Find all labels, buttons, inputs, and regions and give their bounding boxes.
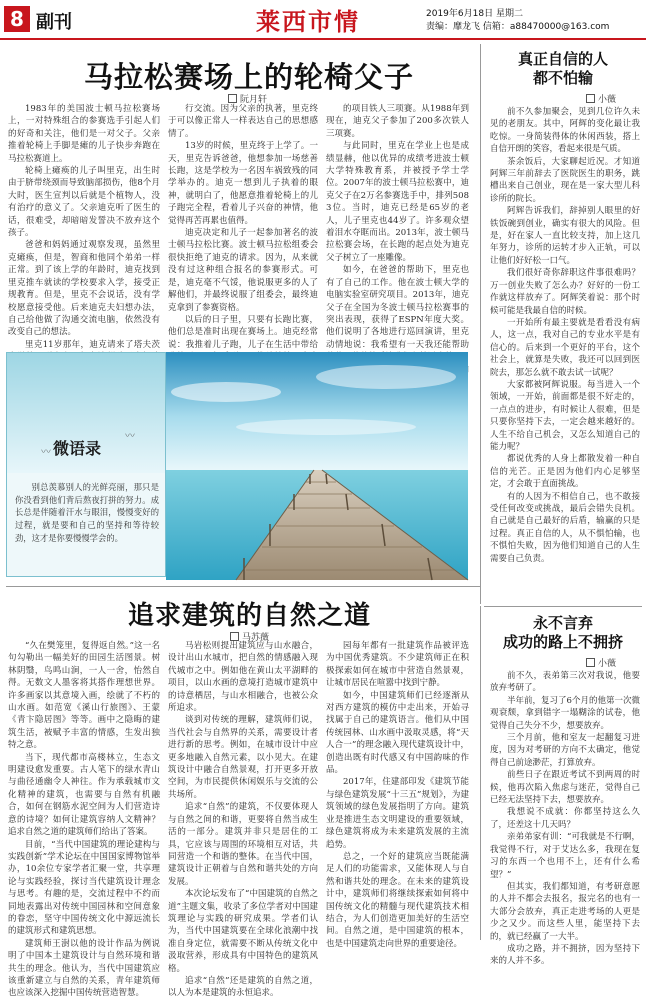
- article-title-architecture: 追求建筑的自然之道: [128, 601, 372, 631]
- paragraph: 1983年的美国波士顿马拉松赛场上，一对特殊组合的参赛选手引起人们的好奇和关注，他们是一对父子。父亲推着轮椅上手脚是瘫的儿子快步奔跑在马拉松赛道上。: [8, 104, 160, 164]
- sidebar-title-line: 真正自信的人: [517, 50, 608, 68]
- paragraph: 我们很好奇你辞职这件事很难吗？万一创业失败了怎么办？好好的一份工作就这样放弃了。阿辉笑着说：那个时候可能是我最自信的时候。: [490, 268, 640, 316]
- paragraph: 当下，现代都市高楼林立，生态文明建设愈发重要。古人笔下的绿水青山与曲径通幽令人神往。作为承载城市文化精神的建筑，也需要与自然有机融合，如何在钢筋水泥空间为人们营造诗意的诗境？如何让建筑容纳人文精神？追求自然之道的建筑师们给出了答案。: [8, 752, 160, 838]
- sidebar-title-line: 永不言弃: [532, 614, 593, 632]
- article-byline: 阮月轩: [228, 92, 267, 105]
- bird-icon: 〰: [125, 431, 135, 442]
- sidebar-body: [490, 670, 640, 967]
- paragraph: 13岁的时候，里克终于上学了。一天，里克告诉爸爸，他想参加一场慈善长跑，这是学校为一名因车祸致残的同学举办的。迪克一想到儿子执着的眼神，就明白了，他愿意推着轮椅上的儿子跑完全程，看着儿子兴奋的神情，他觉得再苦再累也值得。: [168, 141, 318, 226]
- sidebar-divider: [484, 606, 642, 607]
- paragraph: 我想说不成就：你都坚持这么久了，还差这十几天吗？: [490, 807, 640, 830]
- editor-info: 责编：靡龙飞 信箱：a88470000@163.com: [426, 22, 610, 32]
- article-byline: 马苏薇: [230, 630, 269, 643]
- sidebar-body: [490, 106, 640, 590]
- paragraph: 前些日子在跟近考试不到两周的时候，他再次陷入焦虑与迷茫，觉得自己已经无法坚持下去，想要放弃。: [490, 770, 640, 806]
- page-number: 8: [4, 6, 30, 32]
- article-column-2: [168, 640, 318, 999]
- paragraph: 建筑师王澍以他的设计作品为例说明了中国本土建筑设计与自然环境和谐共生的理念。他认为，当代中国建筑应该重新建立与自然的关系，青年建筑师也应该深入挖掘中国传统营造智慧。: [8, 938, 160, 999]
- paragraph: 一开始所有最主要就是看看没有病人，这一点，我对自己的专业水平是有信心的。后来到一个更好的平台，这个社会上，就算是失败，我还可以回到医院去，那怎么就不敢去试一试呢？: [490, 317, 640, 378]
- quote-box-label: 微语录: [53, 439, 102, 458]
- paragraph: 有的人因为不相信自己，也不敢接受任何改变或挑战，最后会错失良机。自己就是自己最好的后盾，输赢的只是过程。真正自信的人，从不惧怕输，也不惧怕失败，因为他们知道自己的人生需要自己负责。: [490, 491, 640, 564]
- paragraph: 本次论坛发布了“中国建筑的自然之道”主题文集，收录了多位学者对中国建筑理论与实践的研究成果。学者们认为，当代中国建筑要在全球化浪潮中找准自身定位，就需要不断从传统文化中汲取营养，形成具有中国特色的建筑风格。: [168, 889, 318, 974]
- paragraph: 如今，在爸爸的帮助下，里克也有了自己的工作。他在波士顿大学的电脑实验室研究项目。2013年，迪克父子在全国为冬波士顿马拉松赛事的突出表现，获得了ESPN年度大奖。他们说明了各地进行巡回演讲，里克动情地说：我希望有一天我还能帮助: [326, 265, 469, 350]
- pier-photo: [166, 352, 468, 580]
- article-column-1: [8, 640, 160, 999]
- paragraph: 追求“自然”的建筑，不仅要体现人与自然之间的和谐，更要将自然当成生活的一部分。建筑并非只是居住的工具，它应该与周围的环境相互对话，共同营造一个和谐的整体。在当代中国，建筑设计正朝着与自然和谐共处的方向发展。: [168, 802, 318, 887]
- paragraph: 园每年都有一批建筑作品被评选为中国优秀建筑。不少建筑师正在积极探索如何在城市中营造自然景观，让城市居民在喧嚣中找到宁静。: [326, 641, 469, 689]
- page-header: [0, 0, 646, 40]
- section-divider: [6, 586, 480, 587]
- pier-illustration: [166, 352, 468, 580]
- paragraph: 大家都被阿辉说服。每当进入一个领域，一开始，前面都是很不好走的，一点点的进步，有时候让人很难，但是只要你坚持下去，一定会越来越好的。人生不给自己机会，又怎么知道自己的能力呢？: [490, 379, 640, 452]
- paragraph: 与此同时，里克在学业上也是成绩显赫，他以优异的成绩考进波士顿大学特殊教育系，并被授予学士学位。2007年的波士顿马拉松赛中，迪克父子在2万名参赛选手中，排列5083位。当时，迪克已经是65岁的老人，儿子里克也44岁了。许多观众望着泪水夺眶而出。2013年，波士顿马拉松赛会场，在长跑的起点处为迪克父子树立了一座雕像。: [326, 141, 469, 263]
- paragraph: 前不久参加聚会，见到几位许久未见的老朋友。其中，阿辉的变化最让我吃惊。一身简装得体的休闲西装，搭上自信开朗的笑容，看起来很是气质。: [490, 107, 640, 155]
- article-column-2: [168, 103, 318, 350]
- paragraph: 行交流。因为父亲的执著，里克终于可以像正常人一样表达自己的思想感情了。: [168, 104, 318, 139]
- paragraph: 谈到对传统的理解，建筑师们说，当代社会与自然界的关系，需要设计者进行新的思考。例如，在城市设计中应更多地融入自然元素，以小见大。在建筑设计中融合自然景观，打开更多开放空间，为市民提供休闲娱乐与交流的公共场所。: [168, 715, 318, 800]
- paragraph: 的项目铁人三项赛。从1988年到现在，迪克父子参加了200多次铁人三项赛。: [326, 104, 469, 139]
- paragraph: 阿辉告诉我们，辞掉别人眼里的好铁饭碗到创业，确实有很大的风险。但是，好在家人一直比较支持，加上这几年努力，诊所的运转才步入正轨，可以让他们好好松一口气。: [490, 206, 640, 266]
- article-column-3: [326, 103, 469, 350]
- paragraph: 但其实，我们都知道，有考研意愿的人并不都会去报名，报完名的也有一大部分会放弃，真正走进考场的人更是少之又少。而这些人里，能坚持下去的，就已经赢了一大半。: [490, 881, 640, 942]
- paragraph: 以后的日子里，只要有长跑比赛，他们总是准时出现在赛场上。迪克经常说：我推着儿子跑，儿子在生活中带给: [168, 314, 318, 350]
- paragraph: 2017年，住建部印发《建筑节能与绿色建筑发展“十三五”规划》，为建筑领域的绿色发展指明了方向。建筑业是推进生态文明建设的重要领域，绿色建筑将成为未来建筑发展的主流趋势。: [326, 777, 469, 850]
- issue-date: 2019年6月18日 星期二: [426, 9, 523, 19]
- sidebar-title-confidence: [486, 50, 640, 88]
- paragraph: 成功之路，并不拥挤，因为坚持下来的人并不多。: [490, 943, 640, 967]
- paragraph: “久在樊笼里，复得返自然。”这一名句勾勒出一幅美好的田园生活图景。树林阴翳，鸟鸣山涧，一人一舍，怡然自得。无数文人墨客将其搭作理想世界。许多画家以其意境入画，绘就了不朽的山水画。如范宽《溪山行旅图》、王蒙《青卞隐居图》等等。画中之隐晦的建筑生活，被赋予丰富的情感，生发出独特之意。: [8, 641, 160, 751]
- paragraph: 迪克决定和儿子一起参加著名的波士顿马拉松比赛。波士顿马拉松组委会很快拒绝了迪克的请求。因为，从来就没有过这种组合报名的参赛形式。可是，迪克毫不气馁，他说服更多的人了解他们，并最终说服了组委会，最终迪克拿到了参赛资格。: [168, 228, 318, 313]
- article-title-wheelchair: 马拉松赛场上的轮椅父子: [84, 60, 415, 94]
- paragraph: 轮椅上瘫痪的儿子叫里克，出生时由于脐带绕颈而导致脑部损伤，他8个月大时，医生宣判以后就是个植物人，没有治疗的意义了。父亲迪克听了医生的话，很难受，却暗暗发誓决不放弃这个孩子。: [8, 166, 160, 239]
- bird-icon: 〰: [41, 447, 51, 458]
- paragraph: 亲弟弟家有训：“可我就是不行啊，我觉得不行，对于艾达么多，我现在复习的东西一个也用不上，还有什么希望？”: [490, 832, 640, 880]
- quote-box: [6, 352, 166, 577]
- column-divider: [480, 44, 481, 604]
- paragraph: 爸爸和妈妈通过观察发现，虽然里克瘫痪，但是，智商和他同个弟弟一样正常。到了该上学的年龄时，迪克找到里克推车就读的学校要求入学，接受正规教育。但是，里克不会说话，没有学校愿意接受他。后来迪克夫妇想办法，自己给他做了沟通交流电脑，依然没有改变自己的想法。: [8, 240, 160, 338]
- sidebar-byline: 小薇: [586, 656, 616, 669]
- paragraph: 半年前，复习了6个月的他第一次微观衰颓，拿到错字一塌糊涂的试卷，他觉得自己失分不少，想要放弃。: [490, 695, 640, 731]
- paragraph: 马岩松则提出建筑应与山水融合，设计出山水城市，把自然的情感融入现代城市之中。例如他在黄山太平湖畔的项目，以山水画的意境打造城市建筑中的诗意栖居，与山水相融合，也被公众所追求。: [168, 641, 318, 714]
- paragraph: 三个月前，他和室友一起翻复习进度，因为对考研的方向不太确定，他觉得自己前途渺茫，打算放弃。: [490, 733, 640, 768]
- paragraph: 前不久，表弟第三次对我说，他要放弃考研了。: [490, 671, 640, 694]
- column-divider: [480, 606, 481, 940]
- section-name: 副刊: [36, 12, 72, 33]
- paragraph: 总之，一个好的建筑应当既能满足人们的功能需求，又能体现人与自然和谐共处的理念。在未来的建筑设计中，建筑师们将继续探索如何将中国传统文化的精髓与现代建筑技术相结合，为人们创造更加美好的生活空间。自然之道，是中国建筑的根本，也是中国建筑走向世界的重要途径。: [326, 851, 469, 949]
- paragraph: 如今，中国建筑师们已经逐渐从对西方建筑的模仿中走出来，开始寻找属于自己的建筑语言。他们从中国传统园林、山水画中汲取灵感，将“天人合一”的理念融入现代建筑设计中，创造出既有时代感又有中国韵味的作品。: [326, 690, 469, 776]
- paragraph: 里克11岁那年，迪克请来了塔夫茨: [25, 339, 160, 350]
- paragraph: 茶余饭后，大家聊起近况。才知道阿辉三年前辞去了医院医生的职务，跳槽出来自己创业，现在是一家大型儿科诊所的院长。: [490, 156, 640, 204]
- sidebar-title-persistence: [486, 614, 640, 652]
- paragraph: 追求“自然”还是建筑的自然之道，以人为本是建筑的永恒追求。: [168, 975, 318, 999]
- quote-text: 别总羡慕别人的光鲜亮丽，那只是你没看到他们背后熬夜打拼的努力。成长总是伴随着汗水与眼泪，慢慢变好的过程，就是要和自己的坚持和等待较劲，这才是你要慢慢学会的。: [15, 482, 159, 543]
- article-column-3: [326, 640, 469, 949]
- paragraph: 目前，“当代中国建筑的理论建构与实践创新”学术论坛在中国国家博物馆举办，10余位专家学者汇聚一堂，共享理论与实践经验，探讨当代建筑设计理念与思考。有趣的是，交流过程中不约而同地表露出对传统中国园林和空间意象的眷恋，坚守中国传统文化中源远流长的建筑形式和建筑思想。: [8, 839, 160, 937]
- newspaper-masthead: 莱西市情: [256, 7, 360, 36]
- header-meta: [426, 8, 609, 34]
- paragraph: 都说优秀的人身上都散发着一种自信的光芒。正是因为他们内心足够坚定，才会敢于直面挑战。: [490, 454, 640, 490]
- article-column-1: [8, 103, 160, 350]
- sidebar-title-line: 都不怕输: [532, 69, 593, 87]
- sidebar-byline: 小薇: [586, 92, 616, 105]
- sidebar-title-line: 成功的路上不拥挤: [502, 633, 623, 651]
